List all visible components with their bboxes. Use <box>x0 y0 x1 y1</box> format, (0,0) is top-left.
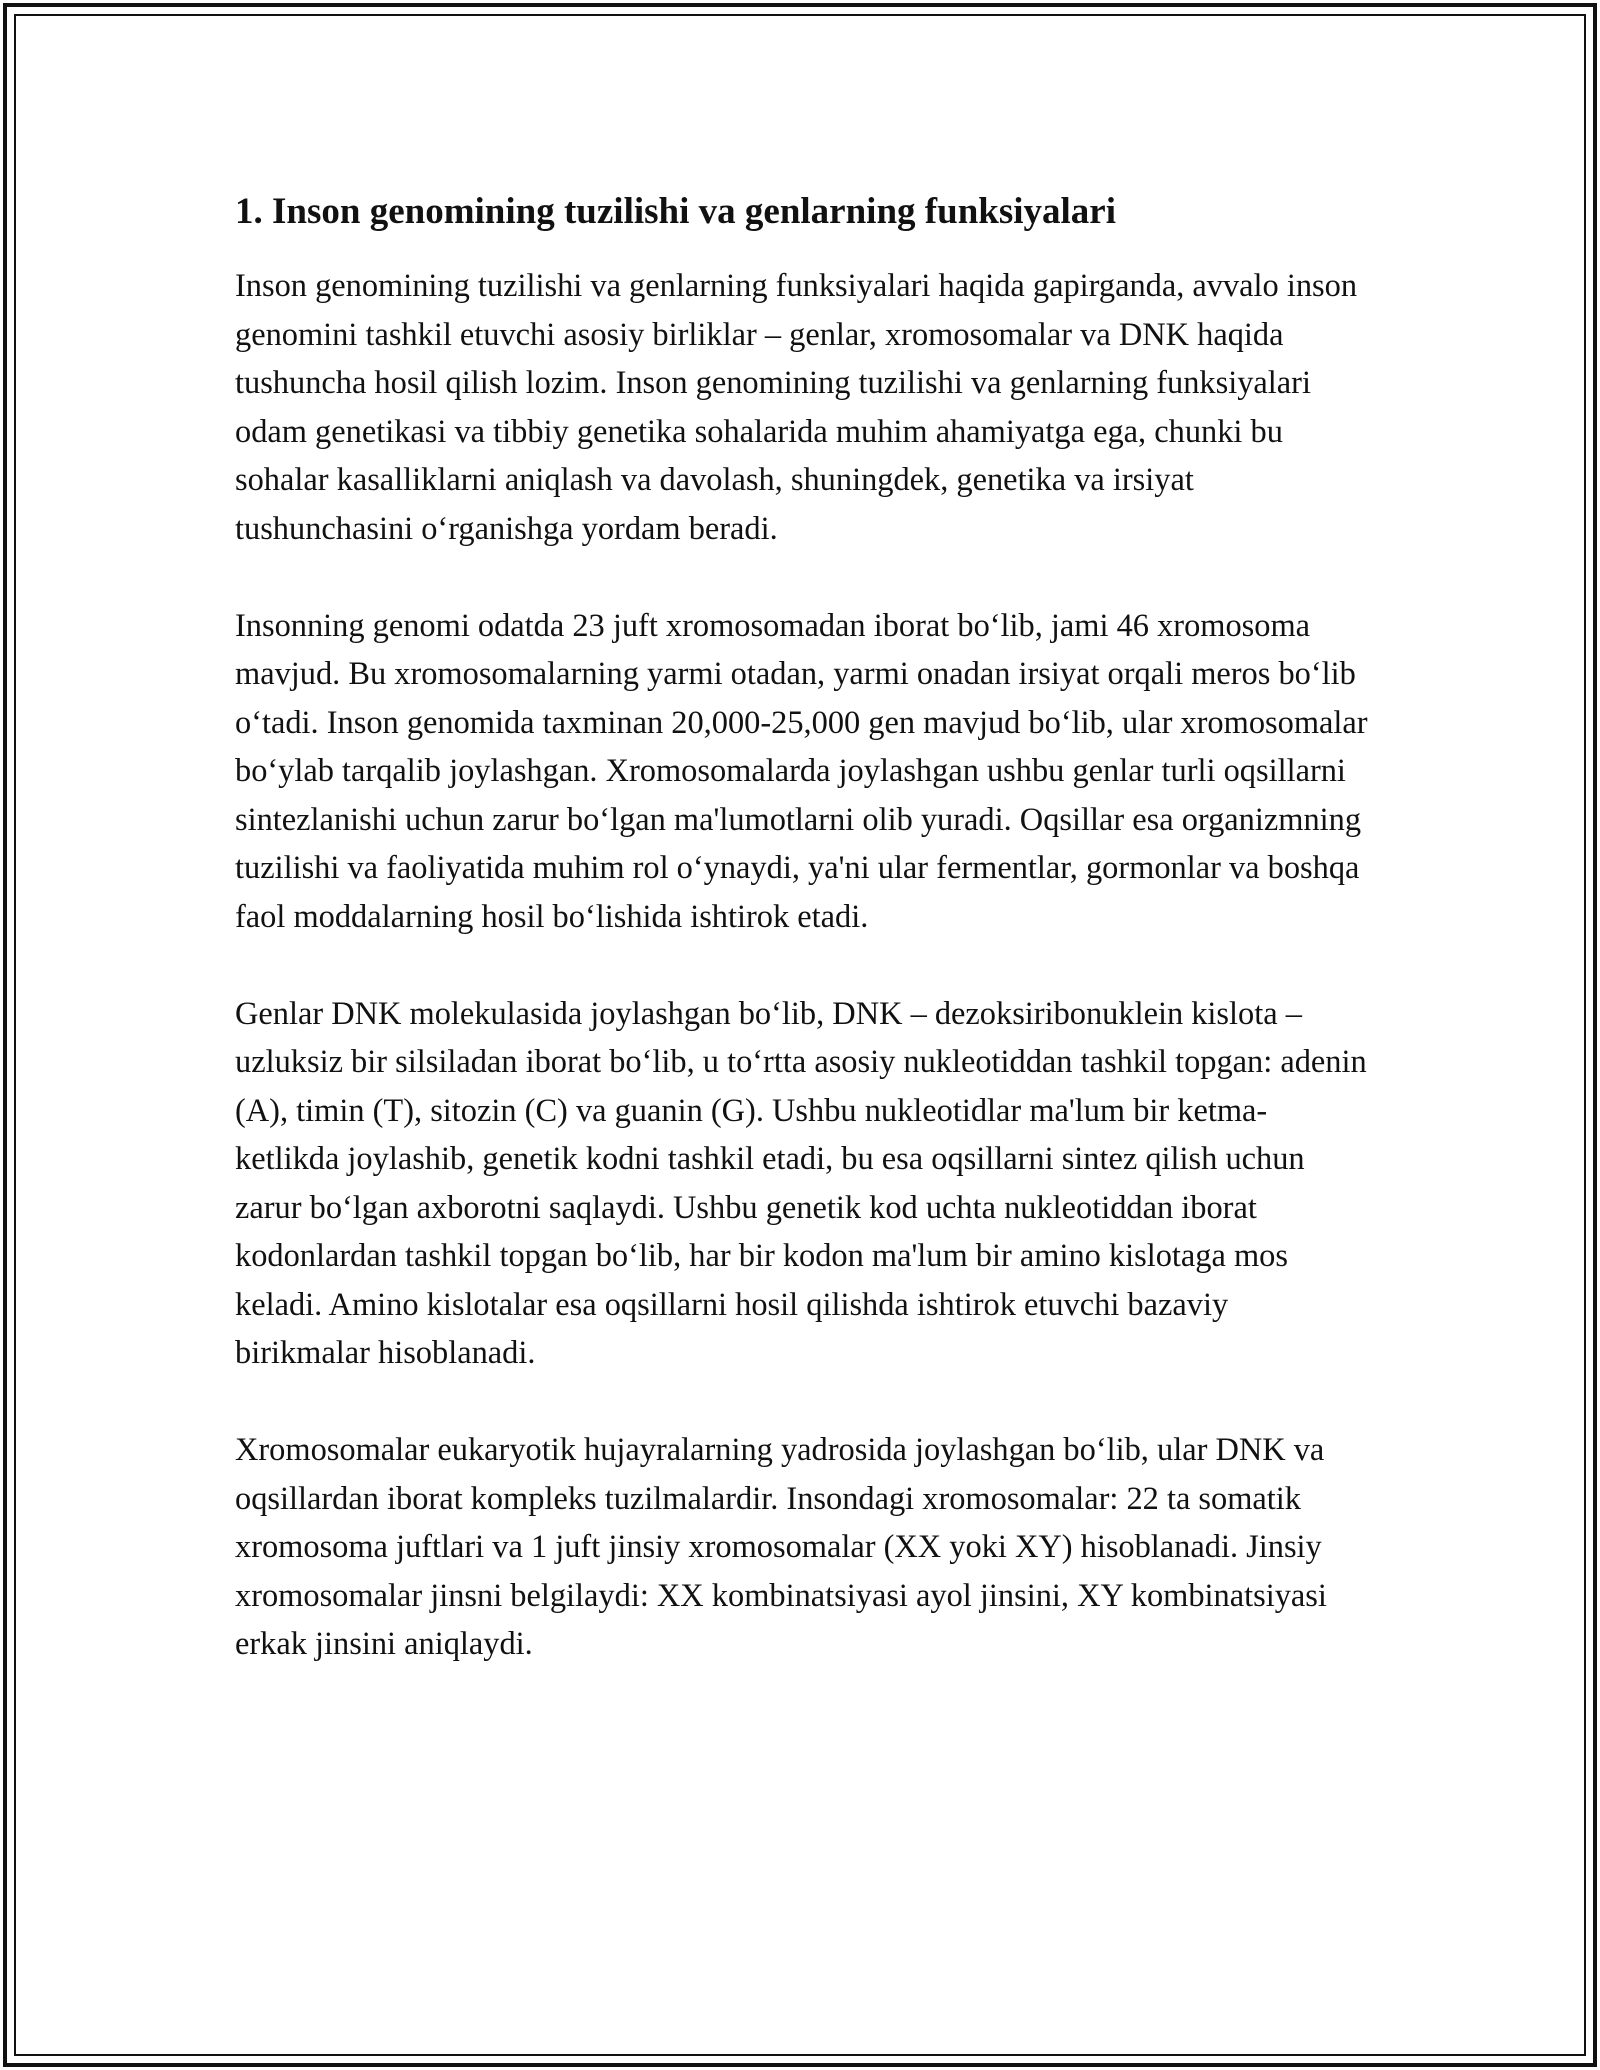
document-body <box>235 186 1370 1669</box>
paragraph-dna-structure: Genlar DNK molekulasida joylashgan bo‘lib, DNK – dezoksiribonuklein kislota – uzluksiz bir silsiladan iborat bo‘lib, u to‘rtta asosiy nukleotiddan tashkil topgan: adenin (A), timin (T), sitozin (C) va guanin (G). Ushbu nukleotidlar ma'lum bir ketma-ketlikda joylashib, genetik kodni tashkil etadi, bu esa oqsillarni sintez qilish uchun zarur bo‘lgan axborotni saqlaydi. Ushbu genetik kod uchta nukleotiddan iborat kodonlardan tashkil topgan bo‘lib, har bir kodon ma'lum bir amino kislotaga mos keladi. Amino kislotalar esa oqsillarni hosil qilishda ishtirok etuvchi bazaviy birikmalar hisoblanadi. <box>235 995 1367 1371</box>
section-heading: 1. Inson genomining tuzilishi va genlarning funksiyalari <box>235 191 1117 232</box>
paragraph-genome-intro: Inson genomining tuzilishi va genlarning funksiyalari haqida gapirganda, avvalo inson genomini tashkil etuvchi asosiy birliklar – genlar, xromosomalar va DNK haqida tushuncha hosil qilish lozim. Inson genomining tuzilishi va genlarning funksiyalari odam genetikasi va tibbiy genetika sohalarida muhim ahamiyatga ega, chunki bu sohalar kasalliklarni aniqlash va davolash, shuningdek, genetika va irsiyat tushunchasini o‘rganishga yordam beradi. <box>235 268 1358 547</box>
paragraph-chromosomes: Xromosomalar eukaryotik hujayralarning yadrosida joylashgan bo‘lib, ular DNK va oqsillardan iborat kompleks tuzilmalardir. Insondagi xromosomalar: 22 ta somatik xromosoma juftlari va 1 juft jinsiy xromosomalar (XX yoki XY) hisoblanadi. Jinsiy xromosomalar jinsni belgilaydi: XX kombinatsiyasi ayol jinsini, XY kombinatsiyasi erkak jinsini aniqlaydi. <box>235 1432 1327 1662</box>
paragraph-chromosome-count: Insonning genomi odatda 23 juft xromosomadan iborat bo‘lib, jami 46 xromosoma mavjud. Bu xromosomalarning yarmi otadan, yarmi onadan irsiyat orqali meros bo‘lib o‘tadi. Inson genomida taxminan 20,000-25,000 gen mavjud bo‘lib, ular xromosomalar bo‘ylab tarqalib joylashgan. Xromosomalarda joylashgan ushbu genlar turli oqsillarni sintezlanishi uchun zarur bo‘lgan ma'lumotlarni olib yuradi. Oqsillar esa organizmning tuzilishi va faoliyatida muhim rol o‘ynaydi, ya'ni ular fermentlar, gormonlar va boshqa faol moddalarning hosil bo‘lishida ishtirok etadi. <box>235 607 1368 935</box>
